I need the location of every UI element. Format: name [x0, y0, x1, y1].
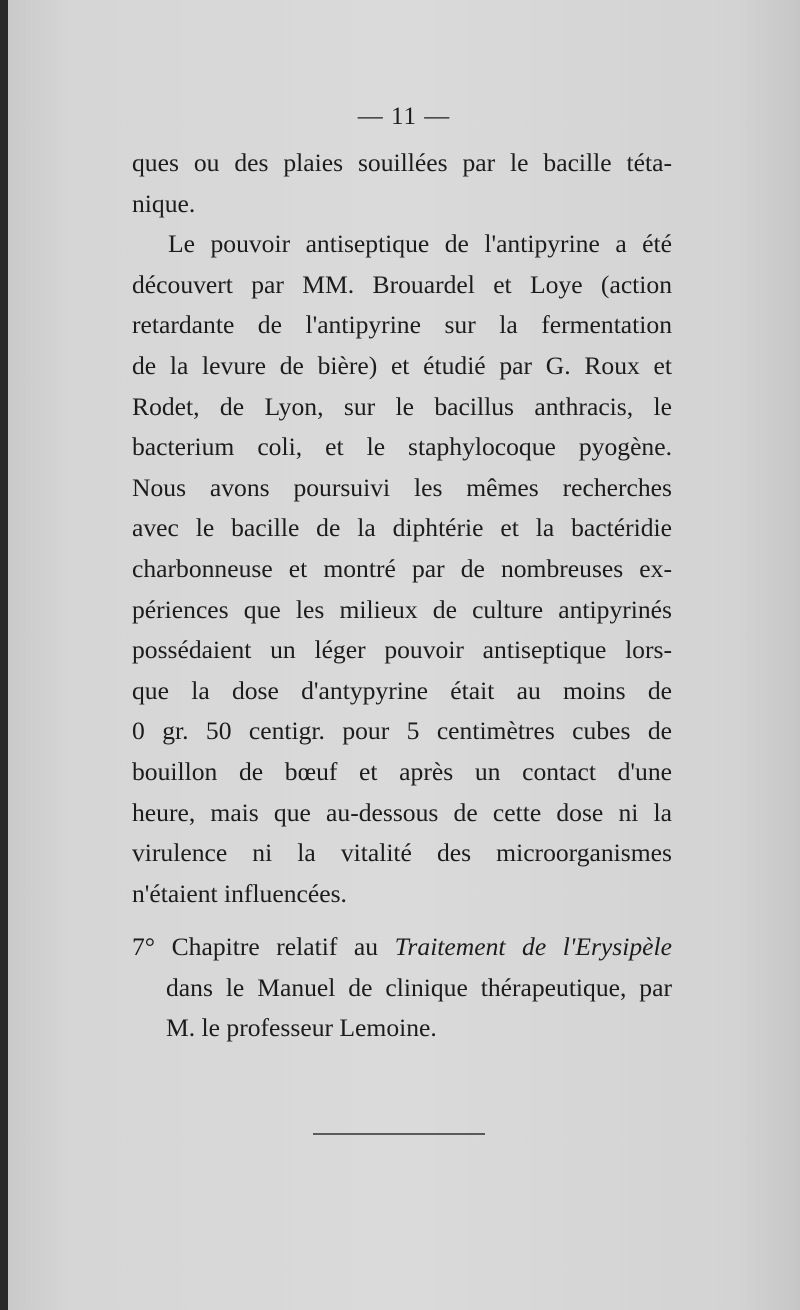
text-line: heure, mais que au-dessous de cette dose ni la: [132, 797, 672, 827]
page-number: — 11 —: [357, 103, 451, 130]
item-number: 7°: [132, 932, 156, 961]
text-line: M. le professeur Lemoine.: [166, 1013, 437, 1043]
text-line: que la dose d'antypyrine était au moins de: [132, 675, 672, 705]
item-first-line: [132, 927, 672, 968]
text-line: 0 gr. 50 centigr. pour 5 centimètres cubes de: [132, 716, 672, 746]
text-line: bacterium coli, et le staphylocoque pyogène.: [132, 432, 672, 462]
item-title: Traitement de l'Erysipèle: [394, 932, 672, 961]
text-line: charbonneuse et montré par de nombreuses ex-: [132, 553, 672, 583]
text-line: avec le bacille de la diphtérie et la bactéridie: [132, 513, 672, 543]
text-line: découvert par MM. Brouardel et Loye (action: [132, 269, 672, 299]
text-line: dans le Manuel de clinique thérapeutique, par: [166, 972, 672, 1002]
numbered-item: [132, 927, 672, 1049]
text-line: Rodet, de Lyon, sur le bacillus anthracis, le: [132, 391, 672, 421]
document-page: [8, 0, 800, 1310]
text-line: nique.: [132, 188, 196, 218]
text-line: n'étaient influencées.: [132, 878, 347, 908]
text-line: ques ou des plaies souillées par le bacille téta-: [132, 148, 672, 177]
text-line: bouillon de bœuf et après un contact d'une: [132, 756, 672, 786]
text-line: de la levure de bière) et étudié par G. Roux et: [132, 350, 672, 380]
end-rule: [313, 1133, 485, 1135]
body-text: [132, 143, 672, 914]
text-line: retardante de l'antipyrine sur la fermentation: [132, 310, 672, 340]
text-line: Le pouvoir antiseptique de l'antipyrine a été: [168, 229, 672, 259]
item-lead-text: Chapitre relatif au: [171, 932, 379, 961]
text-line: Nous avons poursuivi les mêmes recherches: [132, 472, 672, 502]
text-line: possédaient un léger pouvoir antiseptique lors-: [132, 635, 672, 665]
text-line: périences que les milieux de culture antipyrinés: [132, 594, 672, 624]
text-line: virulence ni la vitalité des microorganismes: [132, 838, 672, 868]
